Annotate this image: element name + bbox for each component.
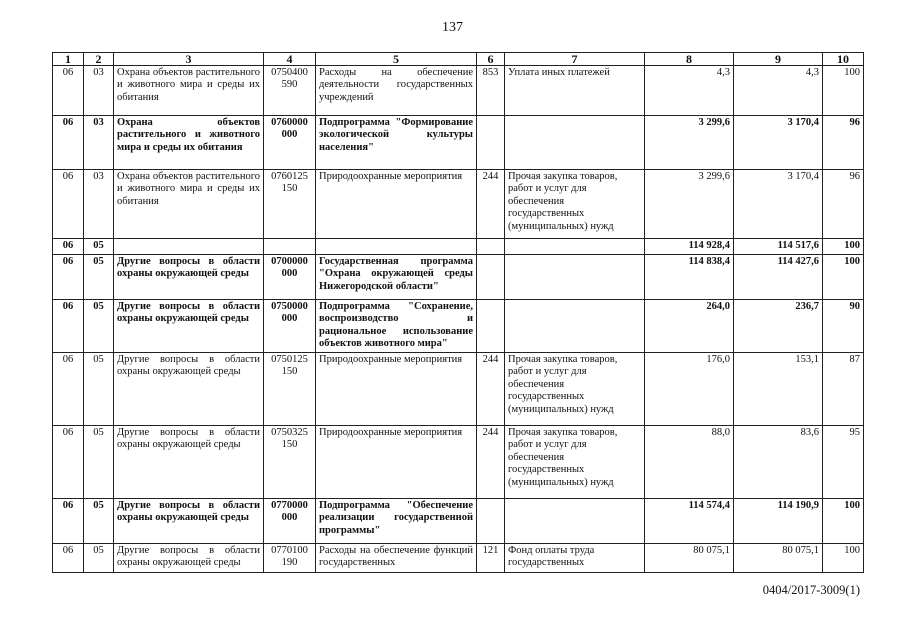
table-cell-c5: Природоохранные мероприятия xyxy=(316,353,477,426)
column-header: 2 xyxy=(84,53,114,66)
table-cell-c7: Прочая закупка товаров, работ и услуг для обеспечения государственных (муниципальных) нужд xyxy=(505,353,645,426)
table-cell-c2: 05 xyxy=(84,353,114,426)
table-cell-c4: 0700000 000 xyxy=(264,255,316,300)
table-cell-c10: 100 xyxy=(823,499,864,544)
table-cell-c3 xyxy=(114,239,264,255)
table-row xyxy=(53,499,864,544)
column-header: 1 xyxy=(53,53,84,66)
table-cell-c1: 06 xyxy=(53,499,84,544)
table-cell-c4: 0750125 150 xyxy=(264,353,316,426)
table-cell-c3: Другие вопросы в области охраны окружающей среды xyxy=(114,255,264,300)
table-cell-c7 xyxy=(505,116,645,170)
table-cell-c9: 80 075,1 xyxy=(734,544,823,573)
table-cell-c6: 244 xyxy=(477,353,505,426)
table-cell-c8: 176,0 xyxy=(645,353,734,426)
table-cell-c7: Прочая закупка товаров, работ и услуг для обеспечения государственных (муниципальных) нужд xyxy=(505,170,645,239)
document-code: 0404/2017-3009(1) xyxy=(762,583,860,597)
table-cell-c4: 0750400 590 xyxy=(264,66,316,116)
table-cell-c9: 153,1 xyxy=(734,353,823,426)
table-row xyxy=(53,300,864,353)
table-cell-c10: 96 xyxy=(823,116,864,170)
column-header: 10 xyxy=(823,53,864,66)
column-header: 5 xyxy=(316,53,477,66)
table-cell-c10: 90 xyxy=(823,300,864,353)
table-cell-c10: 100 xyxy=(823,255,864,300)
table-cell-c9: 114 427,6 xyxy=(734,255,823,300)
table-cell-c6: 244 xyxy=(477,426,505,499)
table-cell-c9: 3 170,4 xyxy=(734,116,823,170)
table-cell-c6 xyxy=(477,300,505,353)
table-cell-c6 xyxy=(477,255,505,300)
table-cell-c2: 05 xyxy=(84,499,114,544)
column-header: 7 xyxy=(505,53,645,66)
table-cell-c3: Охрана объектов растительного и животного мира и среды их обитания xyxy=(114,66,264,116)
header-row xyxy=(53,53,864,66)
table-cell-c8: 88,0 xyxy=(645,426,734,499)
table-cell-c2: 03 xyxy=(84,116,114,170)
table-cell-c10: 95 xyxy=(823,426,864,499)
table-cell-c10: 87 xyxy=(823,353,864,426)
table-cell-c1: 06 xyxy=(53,300,84,353)
table-cell-c8: 3 299,6 xyxy=(645,116,734,170)
column-header: 6 xyxy=(477,53,505,66)
table-cell-c1: 06 xyxy=(53,353,84,426)
table-cell-c9: 83,6 xyxy=(734,426,823,499)
column-header: 8 xyxy=(645,53,734,66)
table-cell-c5: Природоохранные мероприятия xyxy=(316,426,477,499)
table-cell-c2: 05 xyxy=(84,255,114,300)
table-cell-c9: 4,3 xyxy=(734,66,823,116)
table-cell-c5 xyxy=(316,239,477,255)
table-row xyxy=(53,170,864,239)
table-cell-c4: 0750325 150 xyxy=(264,426,316,499)
page-number: 137 xyxy=(442,20,463,35)
table-cell-c4: 0760000 000 xyxy=(264,116,316,170)
table-cell-c5: Подпрограмма "Сохранение, воспроизводство и рациональное использование объектов животного мира" xyxy=(316,300,477,353)
table-cell-c2: 05 xyxy=(84,300,114,353)
table-cell-c8: 264,0 xyxy=(645,300,734,353)
table-cell-c2: 05 xyxy=(84,239,114,255)
table-cell-c10: 100 xyxy=(823,66,864,116)
table-cell-c1: 06 xyxy=(53,116,84,170)
table-cell-c3: Охрана объектов растительного и животного мира и среды их обитания xyxy=(114,116,264,170)
table-cell-c7 xyxy=(505,300,645,353)
table-cell-c1: 06 xyxy=(53,544,84,573)
table-cell-c4: 0770000 000 xyxy=(264,499,316,544)
table-cell-c4 xyxy=(264,239,316,255)
table-cell-c1: 06 xyxy=(53,255,84,300)
table-cell-c1: 06 xyxy=(53,66,84,116)
table-cell-c8: 114 574,4 xyxy=(645,499,734,544)
table-cell-c2: 05 xyxy=(84,426,114,499)
table-cell-c5: Природоохранные мероприятия xyxy=(316,170,477,239)
table-cell-c1: 06 xyxy=(53,426,84,499)
table-cell-c7 xyxy=(505,239,645,255)
table-row xyxy=(53,116,864,170)
table-cell-c3: Другие вопросы в области охраны окружающей среды xyxy=(114,300,264,353)
table-cell-c3: Другие вопросы в области охраны окружающей среды xyxy=(114,499,264,544)
table-cell-c7: Уплата иных платежей xyxy=(505,66,645,116)
table-cell-c5: Подпрограмма "Формирование экологической культуры населения" xyxy=(316,116,477,170)
table-row xyxy=(53,239,864,255)
table-cell-c5: Расходы на обеспечение функций государственных xyxy=(316,544,477,573)
table-cell-c5: Государственная программа "Охрана окружающей среды Нижегородской области" xyxy=(316,255,477,300)
table-row xyxy=(53,426,864,499)
table-cell-c3: Охрана объектов растительного и животного мира и среды их обитания xyxy=(114,170,264,239)
table-cell-c9: 114 190,9 xyxy=(734,499,823,544)
table-cell-c2: 05 xyxy=(84,544,114,573)
table-cell-c7 xyxy=(505,255,645,300)
table-cell-c3: Другие вопросы в области охраны окружающей среды xyxy=(114,544,264,573)
table-cell-c8: 114 928,4 xyxy=(645,239,734,255)
table-cell-c7: Прочая закупка товаров, работ и услуг для обеспечения государственных (муниципальных) нужд xyxy=(505,426,645,499)
table-cell-c6 xyxy=(477,239,505,255)
table-cell-c6 xyxy=(477,499,505,544)
table-cell-c8: 80 075,1 xyxy=(645,544,734,573)
table-cell-c6 xyxy=(477,116,505,170)
table-cell-c4: 0750000 000 xyxy=(264,300,316,353)
table-cell-c6: 244 xyxy=(477,170,505,239)
table-cell-c1: 06 xyxy=(53,170,84,239)
table-row xyxy=(53,353,864,426)
table-cell-c8: 4,3 xyxy=(645,66,734,116)
table-cell-c7: Фонд оплаты труда государственных xyxy=(505,544,645,573)
table-cell-c3: Другие вопросы в области охраны окружающей среды xyxy=(114,426,264,499)
column-header: 4 xyxy=(264,53,316,66)
table-cell-c1: 06 xyxy=(53,239,84,255)
table-cell-c7 xyxy=(505,499,645,544)
table-cell-c10: 100 xyxy=(823,239,864,255)
table-cell-c6: 853 xyxy=(477,66,505,116)
table-cell-c5: Расходы на обеспечение деятельности государственных учреждений xyxy=(316,66,477,116)
table-row xyxy=(53,66,864,116)
table-cell-c9: 114 517,6 xyxy=(734,239,823,255)
table-cell-c4: 0760125 150 xyxy=(264,170,316,239)
table-cell-c4: 0770100 190 xyxy=(264,544,316,573)
column-header: 9 xyxy=(734,53,823,66)
table-cell-c8: 3 299,6 xyxy=(645,170,734,239)
table-cell-c9: 236,7 xyxy=(734,300,823,353)
table-cell-c2: 03 xyxy=(84,66,114,116)
table-row xyxy=(53,255,864,300)
table-cell-c8: 114 838,4 xyxy=(645,255,734,300)
table-cell-c10: 96 xyxy=(823,170,864,239)
table-cell-c6: 121 xyxy=(477,544,505,573)
table-cell-c5: Подпрограмма "Обеспечение реализации государственной программы" xyxy=(316,499,477,544)
table-cell-c10: 100 xyxy=(823,544,864,573)
budget-table xyxy=(52,52,864,573)
table-cell-c3: Другие вопросы в области охраны окружающей среды xyxy=(114,353,264,426)
column-header: 3 xyxy=(114,53,264,66)
table-cell-c9: 3 170,4 xyxy=(734,170,823,239)
table-row xyxy=(53,544,864,573)
table-cell-c2: 03 xyxy=(84,170,114,239)
